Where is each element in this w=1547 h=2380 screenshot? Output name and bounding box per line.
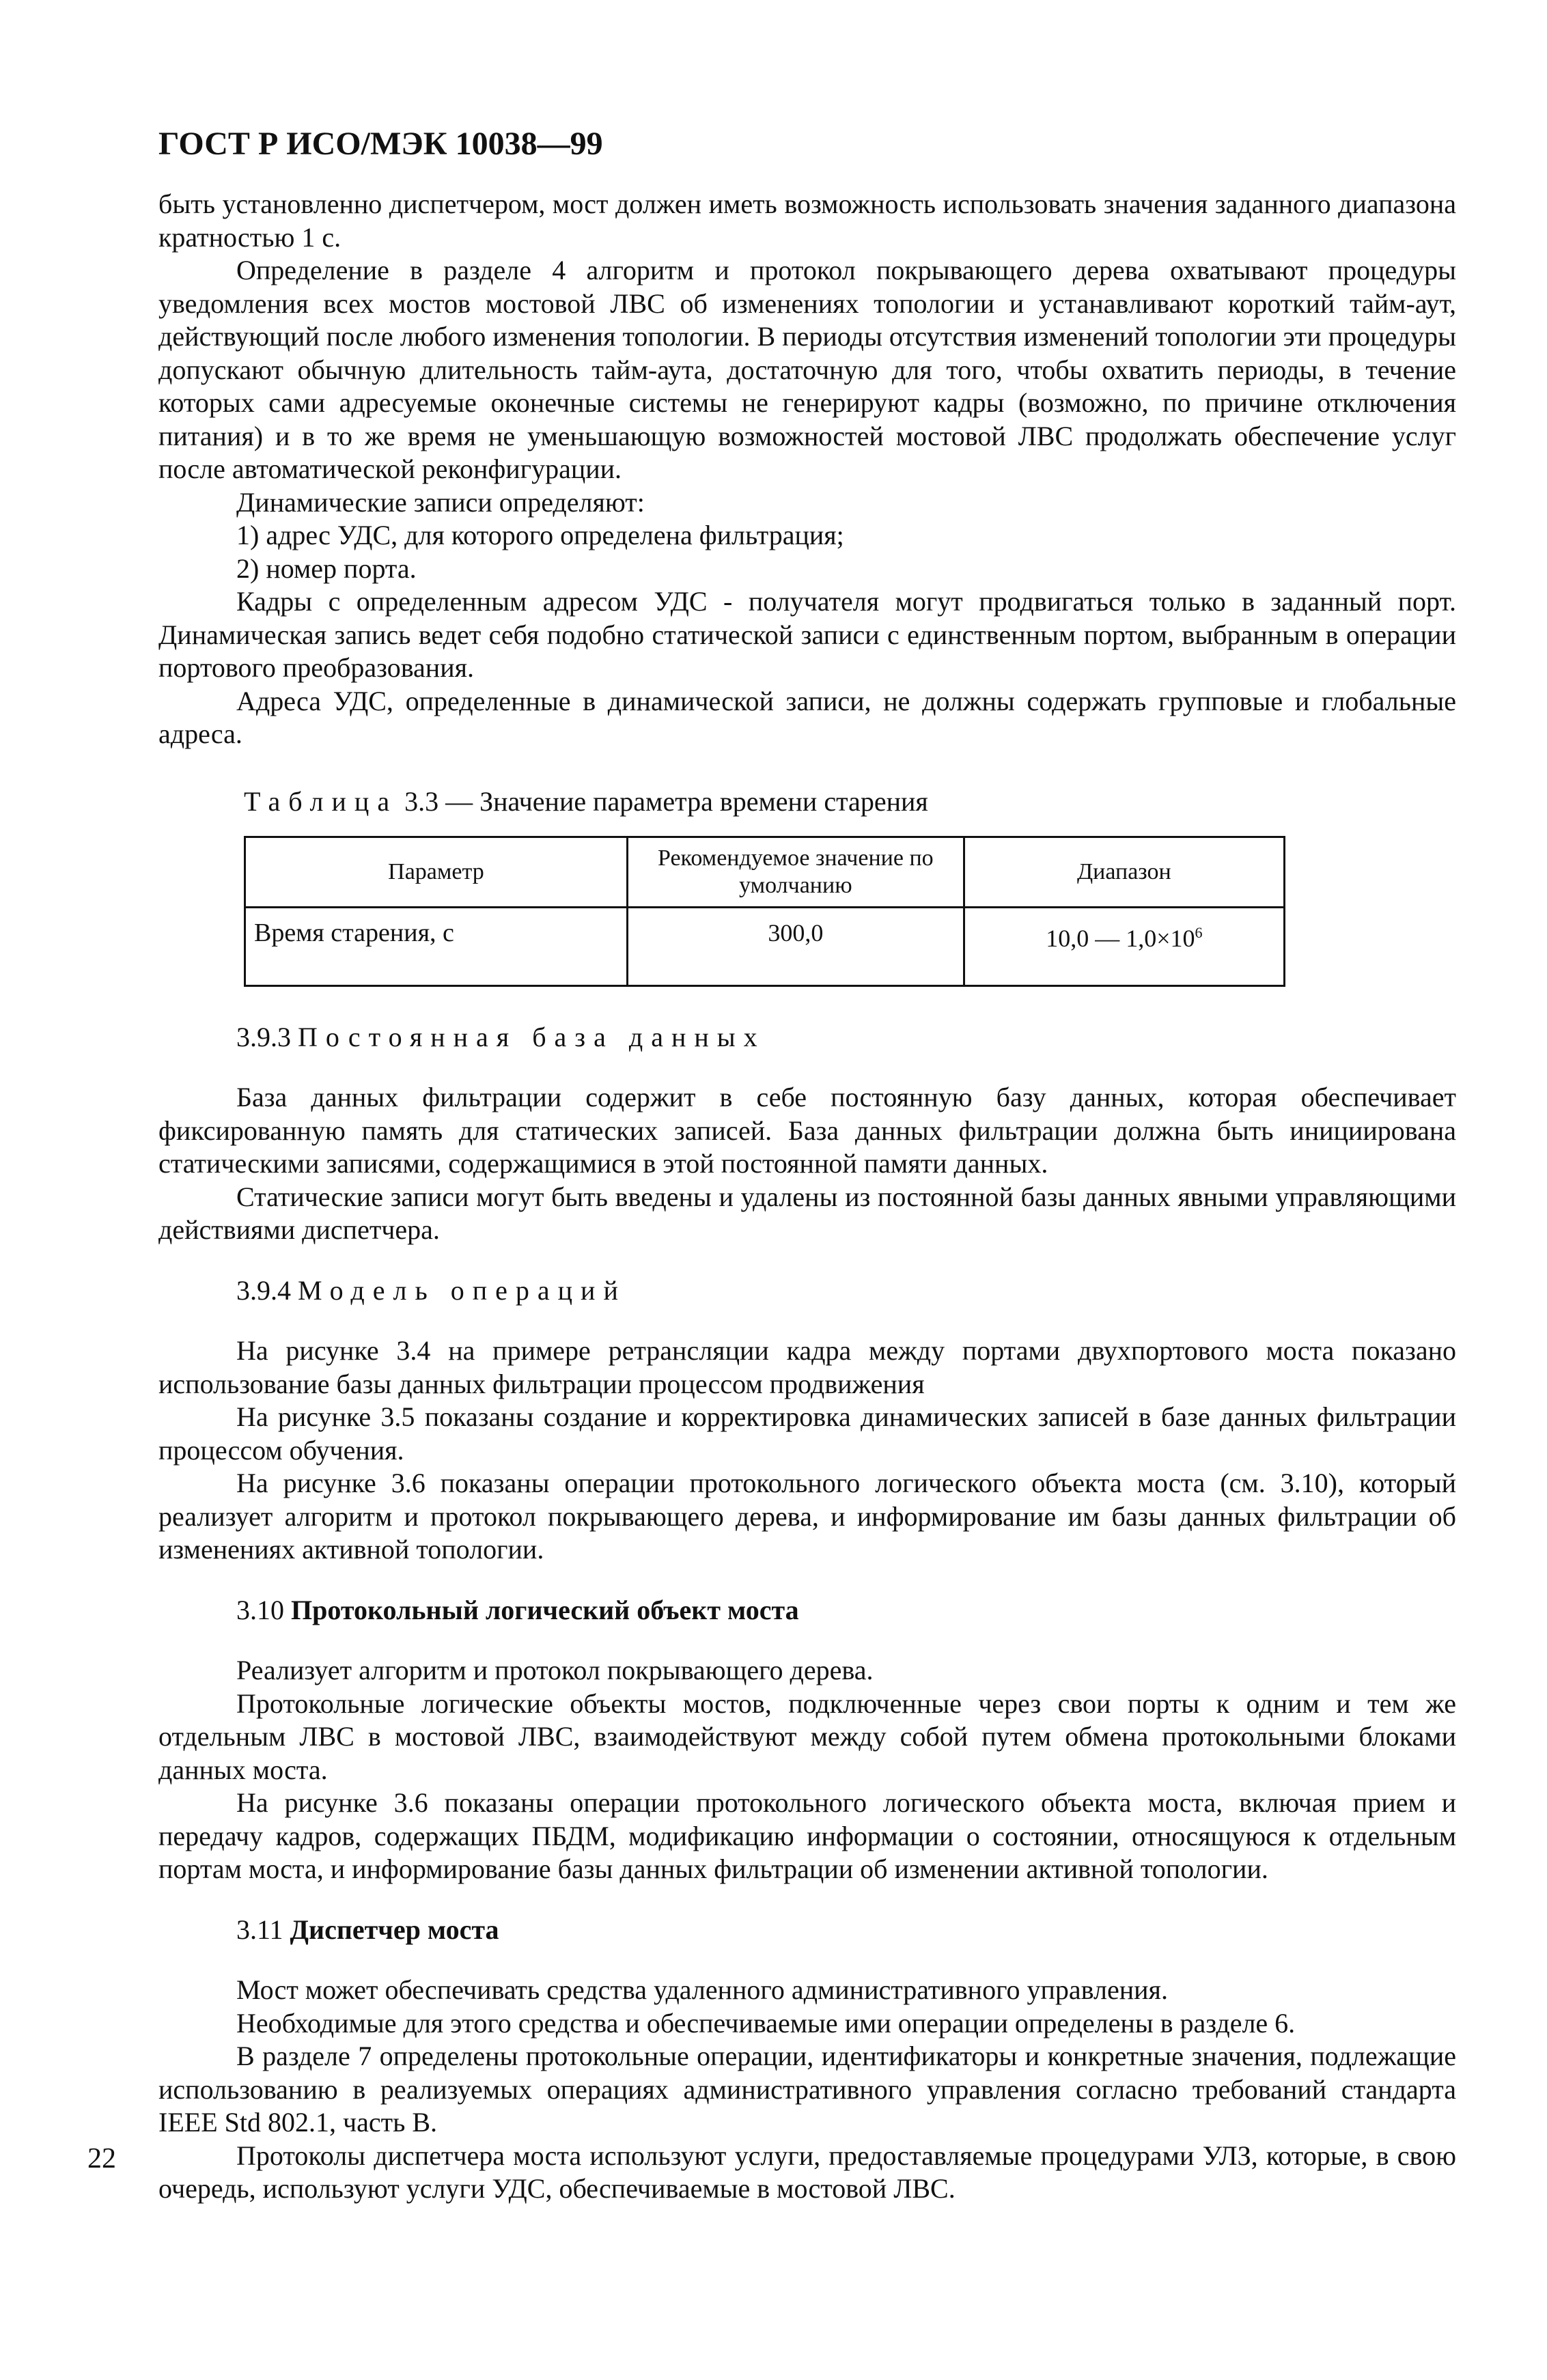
table-header-cell: Рекомендуемое значение по умолчанию bbox=[627, 837, 964, 907]
table-caption-label: Таблица bbox=[244, 785, 398, 817]
section-heading bbox=[158, 1274, 1456, 1308]
paragraph: Протоколы диспетчера моста используют услуги, предоставляемые процедурами УЛЗ, которые, в свою очередь, используют услуги УДС, обеспечиваемые в мостовой ЛВС. bbox=[158, 2140, 1456, 2204]
page-number: 22 bbox=[87, 2143, 116, 2174]
list-item: 1) адрес УДС, для которого определена фильтрация; bbox=[236, 520, 844, 550]
document-header: ГОСТ Р ИСО/МЭК 10038—99 bbox=[158, 126, 603, 162]
section-title: Модель операций bbox=[298, 1274, 626, 1306]
section-heading bbox=[158, 1914, 1456, 1947]
paragraph: В разделе 7 определены протокольные операции, идентификаторы и конкретные значения, подлежащие использованию в реализуемых операциях административного управления согласно требований стандарта IEEE Std 802.1, часть В. bbox=[158, 2041, 1456, 2138]
paragraph: Мост может обеспечивать средства удаленного административного управления. bbox=[236, 1974, 1168, 2005]
aging-time-table bbox=[244, 836, 1285, 987]
paragraph: На рисунке 3.6 показаны операции протокольного логического объекта моста, включая прием и передачу кадров, содержащих ПБДМ, модификацию информации о состоянии, относящуюся к отдельным портам моста, и информирование базы данных фильтрации об изменении активной топологии. bbox=[158, 1787, 1456, 1884]
section-title: Протокольный логический объект моста bbox=[291, 1594, 799, 1625]
paragraph: На рисунке 3.5 показаны создание и корректировка динамических записей в базе данных фильтрации процессом обучения. bbox=[158, 1401, 1456, 1466]
section-title: Постоянная база данных bbox=[298, 1021, 766, 1052]
section-number: 3.10 bbox=[236, 1594, 284, 1625]
table-row bbox=[245, 907, 1285, 985]
paragraph: Адреса УДС, определенные в динамической записи, не должны содержать групповые и глобальные адреса. bbox=[158, 685, 1456, 749]
table-caption-text: 3.3 — Значение параметра времени старения bbox=[404, 785, 928, 817]
paragraph: Протокольные логические объекты мостов, подключенные через свои порты к одним и тем же отдельным ЛВС в мостовой ЛВС, взаимодействуют между собой путем обмена протокольными блоками данных моста. bbox=[158, 1688, 1456, 1785]
paragraph: Динамические записи определяют: bbox=[236, 486, 645, 518]
table-caption bbox=[244, 785, 1456, 818]
paragraph: Определение в разделе 4 алгоритм и протокол покрывающего дерева охватывают процедуры уведомления всех мостов мостовой ЛВС об изменениях топологии и устанавливают короткий тайм-аут, действующий после любого изменения топологии. В периоды отсутствия изменений топологии эти процедуры допускают обычную длительность тайм-аута, достаточную для того, чтобы охватить периоды, в течение которых сами адресуемые оконечные системы не генерируют кадры (возможно, по причине отключения питания) и в то же время не уменьшающую возможностей мостовой ЛВС продолжать обеспечение услуг после автоматической реконфигурации. bbox=[158, 255, 1456, 484]
table-header-row bbox=[245, 837, 1285, 907]
section-number: 3.11 bbox=[236, 1914, 283, 1945]
table-header-cell: Диапазон bbox=[964, 837, 1284, 907]
range-value: 10,0 — 1,0×10 bbox=[1046, 924, 1195, 952]
paragraph: На рисунке 3.6 показаны операции протокольного логического объекта моста (см. 3.10), который реализует алгоритм и протокол покрывающего дерева, и информирование им базы данных фильтрации об изменениях активной топологии. bbox=[158, 1468, 1456, 1565]
paragraph: База данных фильтрации содержит в себе постоянную базу данных, которая обеспечивает фиксированную память для статических записей. База данных фильтрации должна быть инициирована статическими записями, содержащимися в этой постоянной памяти данных. bbox=[158, 1082, 1456, 1179]
section-title: Диспетчер моста bbox=[290, 1914, 499, 1945]
table-cell: 300,0 bbox=[627, 907, 964, 985]
section-heading bbox=[158, 1594, 1456, 1627]
section-number: 3.9.3 bbox=[236, 1021, 291, 1052]
paragraph: Реализует алгоритм и протокол покрывающего дерева. bbox=[236, 1655, 874, 1685]
section-number: 3.9.4 bbox=[236, 1274, 291, 1306]
list-item: 2) номер порта. bbox=[236, 552, 417, 584]
paragraph: быть установленно диспетчером, мост должен иметь возможность использовать значения заданного диапазона кратностью 1 с. bbox=[158, 188, 1456, 253]
table-header-cell: Параметр bbox=[245, 837, 628, 907]
table-cell: Время старения, с bbox=[245, 907, 628, 985]
paragraph: Необходимые для этого средства и обеспечиваемые ими операции определены в разделе 6. bbox=[236, 2007, 1296, 2039]
paragraph: Кадры с определенным адресом УДС - получателя могут продвигаться только в заданный порт. Динамическая запись ведет себя подобно статической записи с единственным портом, выбранным в операции портового преобразования. bbox=[158, 586, 1456, 683]
range-exponent: 6 bbox=[1195, 923, 1203, 941]
section-heading bbox=[158, 1021, 1456, 1054]
paragraph: Статические записи могут быть введены и удалены из постоянной базы данных явными управляющими действиями диспетчера. bbox=[158, 1181, 1456, 1245]
table-cell bbox=[964, 907, 1284, 985]
paragraph: На рисунке 3.4 на примере ретрансляции кадра между портами двухпортового моста показано использование базы данных фильтрации процессом продвижения bbox=[158, 1335, 1456, 1399]
page-content bbox=[158, 124, 1456, 2206]
